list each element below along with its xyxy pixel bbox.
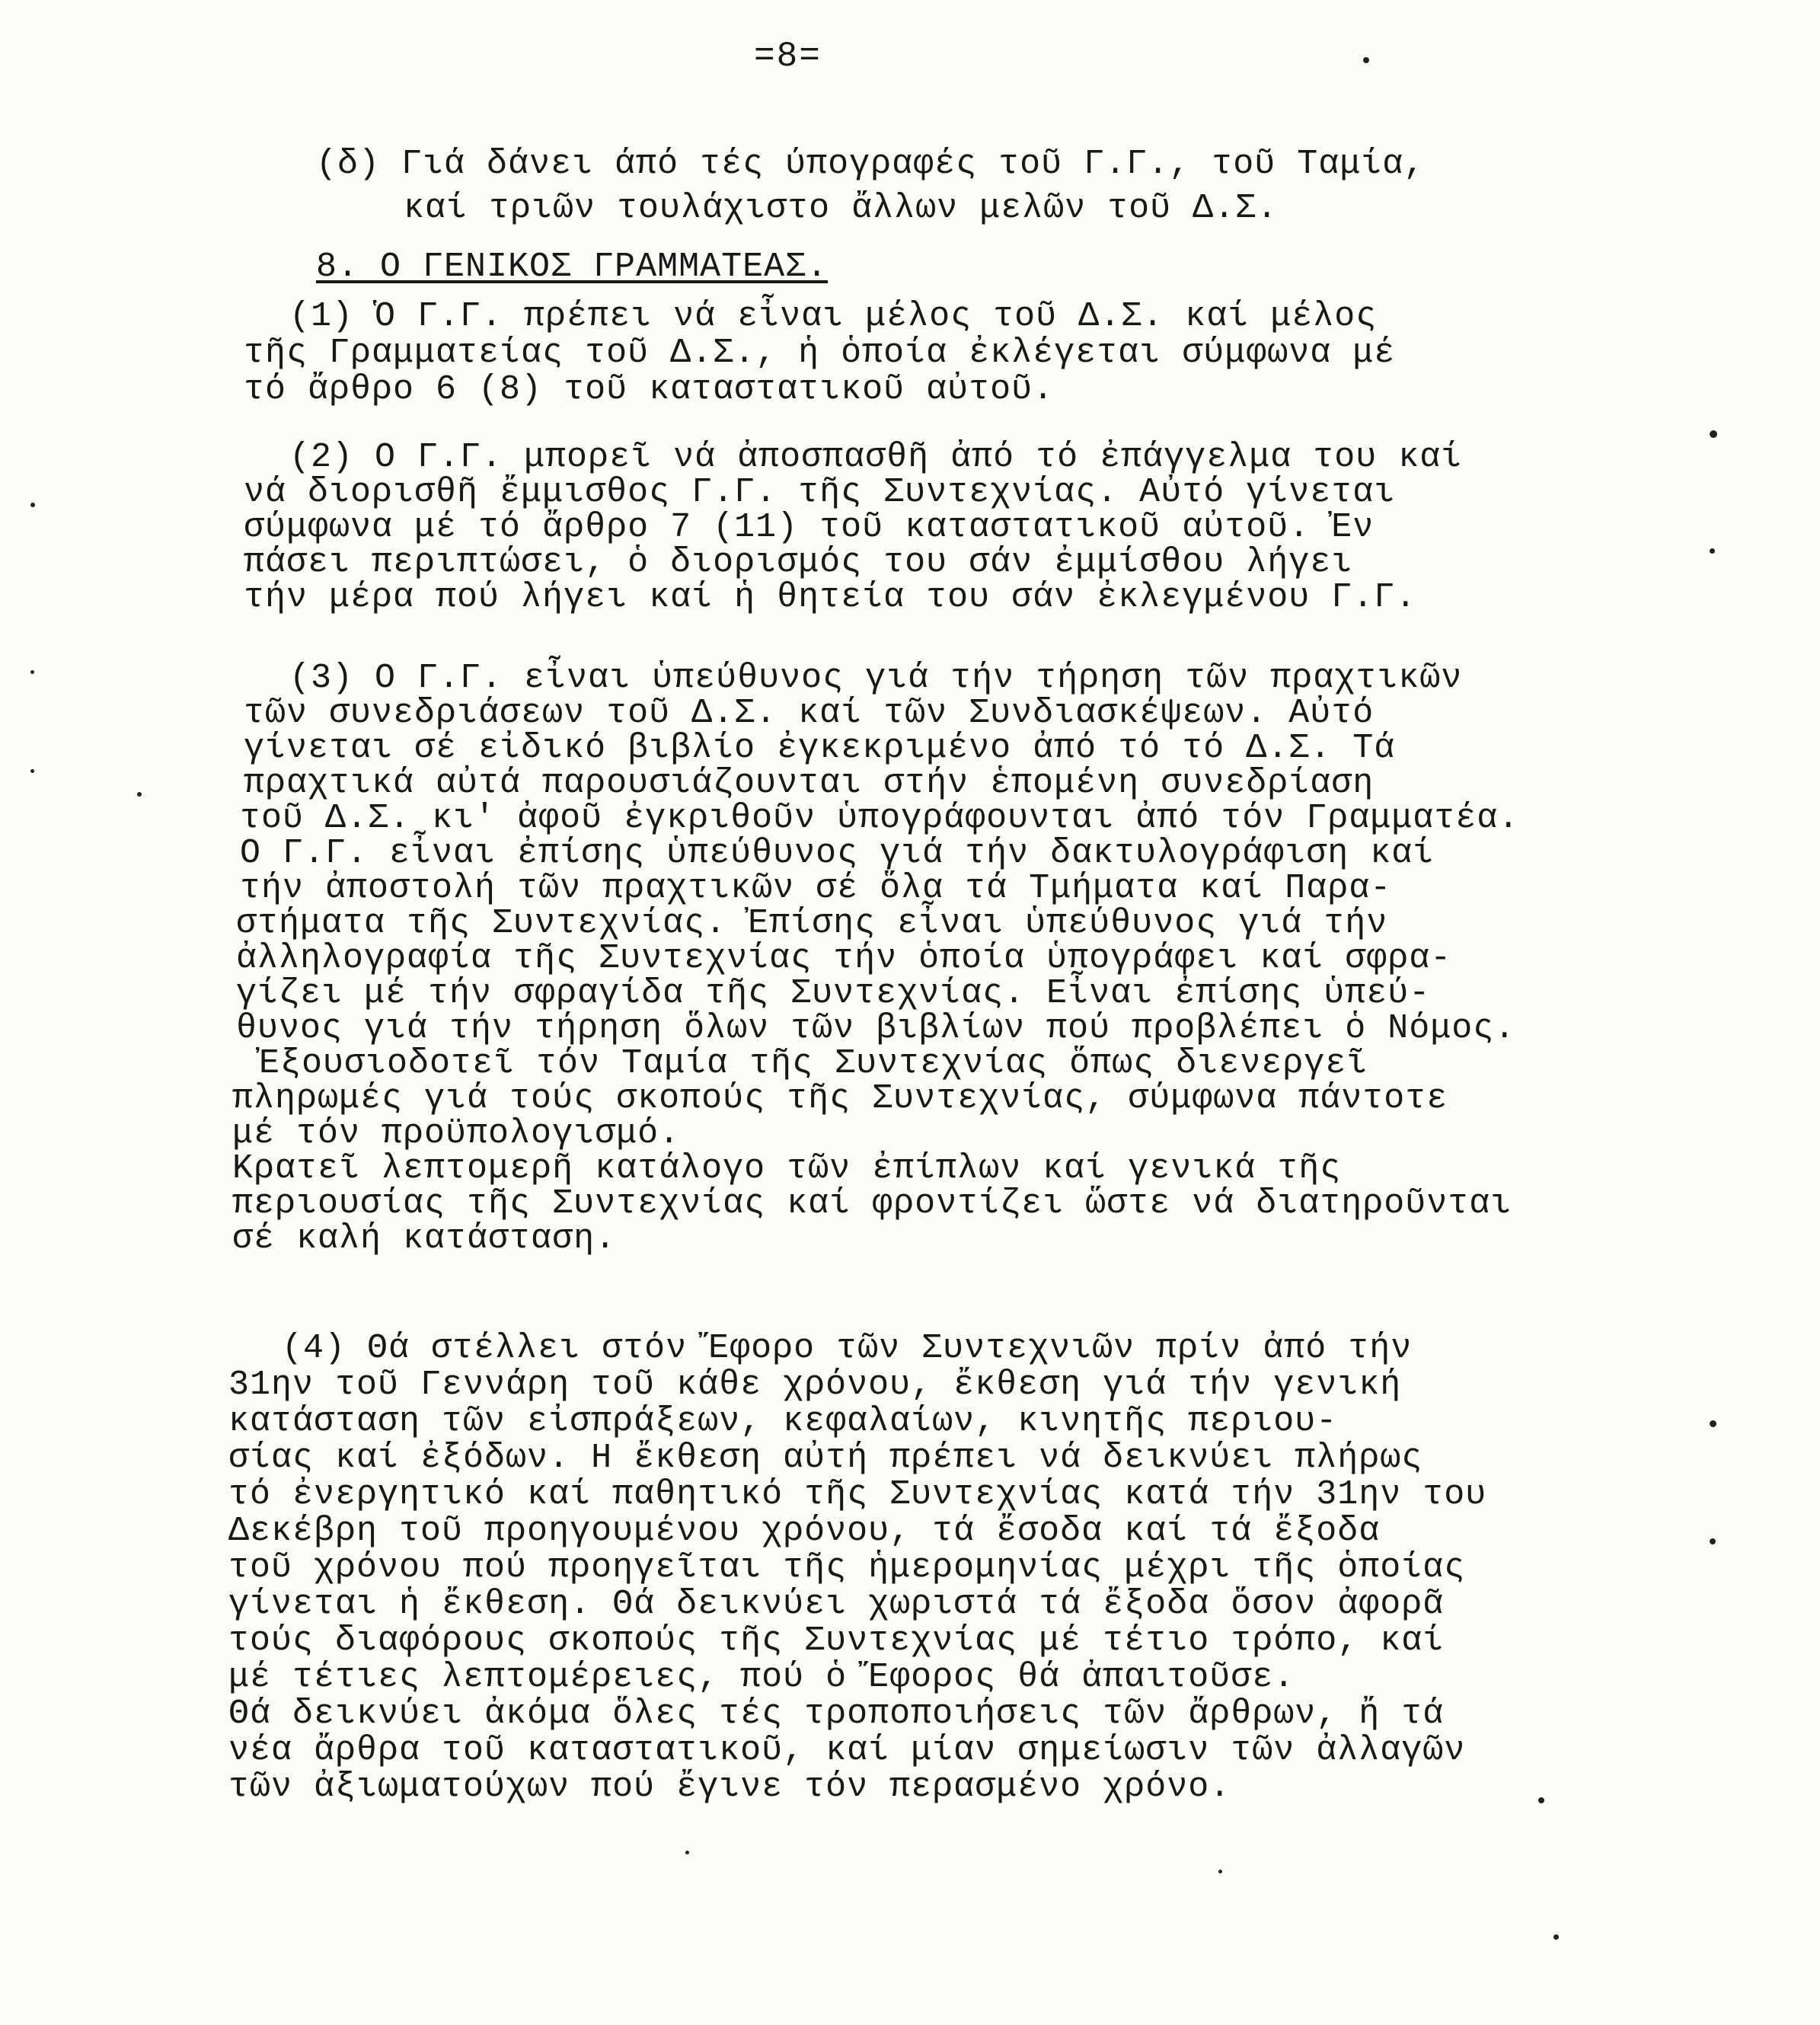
scan-speck bbox=[1710, 1538, 1716, 1544]
text-line: μέ τέτιες λεπτομέρειες, πού ὁ Ἔφορος θά ἀπαιτοῦσε. bbox=[228, 1658, 1295, 1697]
text-line: Δεκέβρη τοῦ προηγουμένου χρόνου, τά ἔσοδα καί τά ἔξοδα bbox=[228, 1512, 1381, 1551]
scan-speck bbox=[685, 1851, 689, 1854]
text-line: (2) Ο Γ.Γ. μπορεῖ νά ἀποσπασθῆ ἀπό τό ἐπάγγελμα του καί bbox=[289, 438, 1463, 477]
scan-speck bbox=[30, 670, 34, 674]
scan-speck bbox=[1538, 1797, 1544, 1803]
scan-speck bbox=[30, 503, 35, 507]
scan-speck bbox=[1710, 1420, 1716, 1427]
text-line: πάσει περιπτώσει, ὁ διορισμός του σάν ἐμμίσθου λήγει bbox=[244, 543, 1353, 582]
text-line: Ο Γ.Γ. εἶναι ἐπίσης ὑπεύθυνος γιά τήν δακτυλογράφιση καί bbox=[240, 834, 1435, 873]
scan-speck bbox=[1363, 57, 1369, 63]
text-line: θυνος γιά τήν τήρηση ὅλων τῶν βιβλίων πού προβλέπει ὁ Νόμος. bbox=[236, 1009, 1516, 1048]
scan-speck bbox=[30, 769, 34, 773]
text-line: σύμφωνα μέ τό ἄρθρο 7 (11) τοῦ καταστατικοῦ αὐτοῦ. Ἐν bbox=[244, 508, 1375, 547]
scan-speck bbox=[137, 792, 142, 797]
text-line: Ἐξουσιοδοτεῖ τόν Ταμία τῆς Συντεχνίας ὅπως διενεργεῖ bbox=[259, 1044, 1368, 1083]
text-line: σίας καί ἐξόδων. Η ἔκθεση αὐτή πρέπει νά δεικνύει πλήρως bbox=[228, 1439, 1423, 1477]
text-line: πληρωμές γιά τούς σκοπούς τῆς Συντεχνίας, σύμφωνα πάντοτε bbox=[232, 1079, 1448, 1118]
text-line: τήν ἀποστολή τῶν πραχτικῶν σέ ὅλα τά Τμήματα καί Παρα- bbox=[240, 869, 1392, 908]
text-line: γίζει μέ τήν σφραγίδα τῆς Συντεχνίας. Εἶναι ἐπίσης ὑπεύ- bbox=[236, 974, 1431, 1013]
text-line: νέα ἄρθρα τοῦ καταστατικοῦ, καί μίαν σημείωσιν τῶν ἀλλαγῶν bbox=[228, 1731, 1466, 1770]
text-line: τῶν συνεδριάσεων τοῦ Δ.Σ. καί τῶν Συνδιασκέψεων. Αὐτό bbox=[244, 694, 1375, 733]
scan-speck bbox=[1218, 1870, 1222, 1873]
text-line: τούς διαφόρους σκοπούς τῆς Συντεχνίας μέ τέτιο τρόπο, καί bbox=[228, 1621, 1445, 1660]
text-line: Κρατεῖ λεπτομερῆ κατάλογο τῶν ἐπίπλων καί γενικά τῆς bbox=[232, 1149, 1342, 1188]
text-line: σέ καλή κατάσταση. bbox=[232, 1219, 617, 1258]
text-line: γίνεται σέ εἰδικό βιβλίο ἐγκεκριμένο ἀπό τό τό Δ.Σ. Τά bbox=[244, 729, 1396, 768]
text-line: τῶν ἀξιωματούχων πού ἔγινε τόν περασμένο χρόνο. bbox=[228, 1768, 1231, 1806]
text-line: περιουσίας τῆς Συντεχνίας καί φροντίζει ὥστε νά διατηροῦνται bbox=[232, 1184, 1512, 1223]
scan-speck bbox=[1553, 1934, 1559, 1940]
text-line: (δ) Γιά δάνει άπό τές ύπογραφές τοῦ Γ.Γ., τοῦ Ταμία, bbox=[316, 145, 1426, 184]
text-line: τοῦ χρόνου πού προηγεῖται τῆς ἡμερομηνίας μέχρι τῆς ὁποίας bbox=[228, 1548, 1466, 1587]
section-heading: 8. Ο ΓΕΝΙΚΟΣ ΓΡΑΜΜΑΤΕΑΣ. bbox=[316, 248, 829, 286]
text-line: τό ἄρθρο 6 (8) τοῦ καταστατικοῦ αὐτοῦ. bbox=[244, 370, 1055, 409]
text-line: (1) Ὁ Γ.Γ. πρέπει νά εἶναι μέλος τοῦ Δ.Σ. καί μέλος bbox=[289, 297, 1378, 336]
text-line: τό ἐνεργητικό καί παθητικό τῆς Συντεχνίας κατά τήν 31ην του bbox=[228, 1475, 1487, 1514]
text-line: μέ τόν προϋπολογισμό. bbox=[232, 1114, 681, 1153]
text-line: καί τριῶν τουλάχιστο ἄλλων μελῶν τοῦ Δ.Σ. bbox=[404, 189, 1279, 228]
scan-speck bbox=[1710, 430, 1717, 438]
text-line: κατάσταση τῶν εἰσπράξεων, κεφαλαίων, κινητῆς περιου- bbox=[228, 1402, 1338, 1441]
text-line: νά διορισθῆ ἔμμισθος Γ.Γ. τῆς Συντεχνίας. Αὐτό γίνεται bbox=[244, 473, 1396, 512]
text-line: τῆς Γραμματείας τοῦ Δ.Σ., ἡ ὁποία ἐκλέγεται σύμφωνα μέ bbox=[244, 334, 1396, 372]
page-number: =8= bbox=[754, 37, 822, 76]
text-line: τοῦ Δ.Σ. κι' ἀφοῦ ἐγκριθοῦν ὑπογράφουνται ἀπό τόν Γραμματέα. bbox=[240, 799, 1520, 838]
scan-speck bbox=[1710, 548, 1715, 554]
text-line: Θά δεικνύει ἀκόμα ὅλες τές τροποποιήσεις τῶν ἄρθρων, ἤ τά bbox=[228, 1694, 1445, 1733]
text-line: ἀλληλογραφία τῆς Συντεχνίας τήν ὁποία ὑπογράφει καί σφρα- bbox=[236, 939, 1452, 978]
text-line: (4) Θά στέλλει στόν Ἔφορο τῶν Συντεχνιῶν πρίν ἀπό τήν bbox=[282, 1329, 1413, 1368]
text-line: τήν μέρα πού λήγει καί ἡ θητεία του σάν ἐκλεγμένου Γ.Γ. bbox=[244, 578, 1417, 617]
text-line: στήματα τῆς Συντεχνίας. Ἐπίσης εἶναι ὑπεύθυνος γιά τήν bbox=[236, 904, 1388, 943]
text-line: 31ην τοῦ Γεννάρη τοῦ κάθε χρόνου, ἔκθεση γιά τήν γενική bbox=[228, 1365, 1402, 1404]
text-line: πραχτικά αὐτά παρουσιάζουνται στήν ἑπομένη συνεδρίαση bbox=[244, 764, 1375, 803]
text-line: γίνεται ἡ ἔκθεση. Θά δεικνύει χωριστά τά ἔξοδα ὅσον ἀφορᾶ bbox=[228, 1585, 1445, 1624]
text-line: (3) Ο Γ.Γ. εἶναι ὑπεύθυνος γιά τήν τήρηση τῶν πραχτικῶν bbox=[289, 659, 1463, 698]
